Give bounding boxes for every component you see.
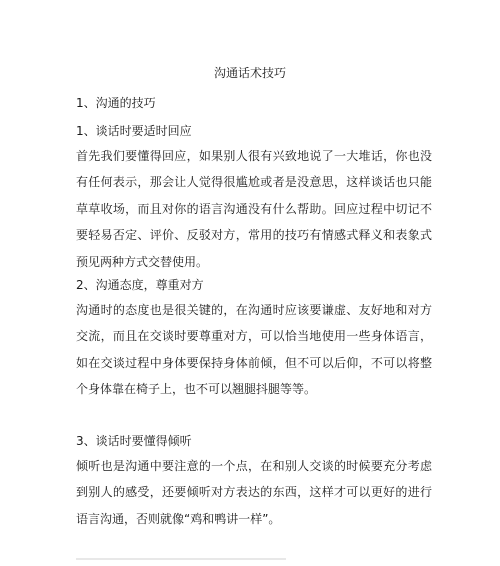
section-heading: 1、沟通的技巧	[76, 96, 156, 110]
faint-page-edge	[76, 558, 286, 560]
subsection-heading-1: 1、谈话时要适时回应	[76, 124, 192, 138]
paragraph-3	[76, 453, 432, 532]
paragraph-3-text: 倾听也是沟通中要注意的一个点，在和别人交谈的时候要充分考虑到别人的感受，还要倾听对方表达的东西，这样才可以更好的进行语言沟通，否则就像“鸡和鸭讲一样”。	[76, 459, 432, 526]
paragraph-2-text: 沟通时的态度也是很关键的，在沟通时应该要谦虚、友好地和对方交流，而且在交谈时要尊重对方，可以恰当地使用一些身体语言，如在交谈过程中身体要保持身体前倾，但不可以后仰，不可以将整个身体靠在椅子上，也不可以翘腿抖腿等等。	[76, 303, 432, 397]
paragraph-1-text: 首先我们要懂得回应，如果别人很有兴致地说了一大堆话，你也没有任何表示，那会让人觉得很尴尬或者是没意思，这样谈话也只能草草收场，而且对你的语言沟通没有什么帮助。回应过程中切记不要轻易否定、评价、反驳对方，常用的技巧有情感式释义和表象式预见两种方式交替使用。	[76, 149, 432, 269]
paragraph-1	[76, 143, 432, 275]
subsection-heading-2: 2、沟通态度，尊重对方	[76, 278, 204, 292]
paragraph-2	[76, 297, 432, 403]
document-title: 沟通话术技巧	[213, 66, 286, 80]
subsection-heading-3: 3、谈话时要懂得倾听	[76, 434, 192, 448]
